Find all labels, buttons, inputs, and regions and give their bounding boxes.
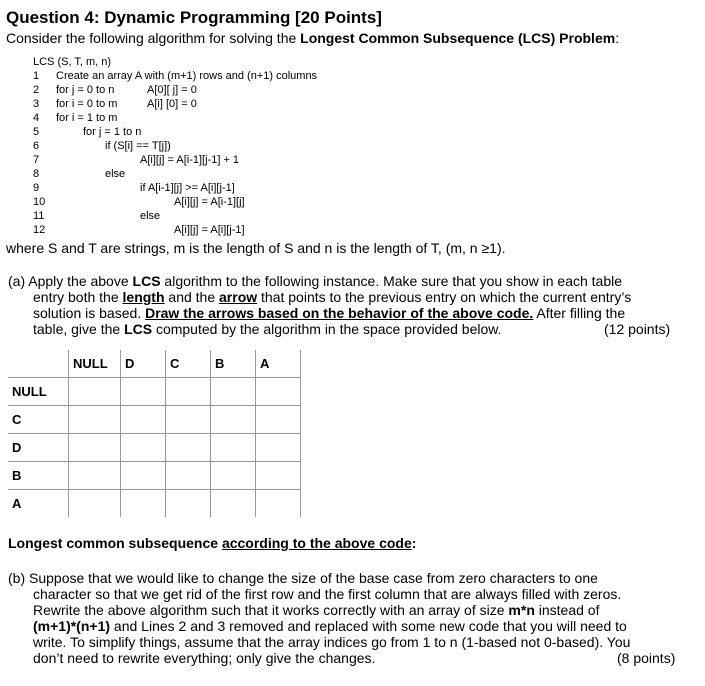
- line-number: 8: [33, 168, 40, 180]
- table-cell[interactable]: [211, 462, 256, 490]
- part-a-line-1: [8, 273, 622, 289]
- lcs-answer-label: [8, 535, 416, 551]
- lcs-answer-text: :: [411, 535, 417, 551]
- arrow-emphasis: arrow: [219, 289, 258, 305]
- part-a-text: (a) Apply the above: [8, 273, 133, 289]
- line-number: 11: [33, 210, 45, 222]
- table-cell[interactable]: [256, 490, 301, 518]
- part-a-text: solution is based.: [33, 305, 146, 321]
- lcs-answer-emphasis: according to the above code: [221, 535, 412, 551]
- lcs-bold: LCS: [124, 321, 153, 337]
- line-text: for j = 0 to n: [56, 84, 115, 96]
- part-b-line-1: (b) Suppose that we would like to change the size of the base case from zero characters to one: [8, 570, 598, 586]
- line-text: Create an array A with (m+1) rows and (n+1) columns: [56, 70, 318, 82]
- part-a-text: entry both the: [33, 289, 123, 305]
- table-cell[interactable]: [69, 406, 121, 434]
- line-number: 5: [33, 126, 40, 138]
- part-a-text: After filling the: [533, 305, 626, 321]
- table-cell[interactable]: [256, 462, 301, 490]
- col-header-a: A: [256, 350, 301, 378]
- line-text: A[i][j] = A[i-1][j-1] + 1: [140, 154, 240, 166]
- line-number: 7: [33, 154, 40, 166]
- line-text: A[i][j] = A[i][j-1]: [174, 224, 245, 236]
- row-header-b: B: [8, 462, 69, 490]
- row-header-d: D: [8, 434, 69, 462]
- line-text: for i = 0 to m: [56, 98, 118, 110]
- part-b-line-3: [33, 602, 599, 618]
- question-intro: [6, 30, 619, 46]
- table-cell[interactable]: [211, 434, 256, 462]
- line-number: 12: [33, 224, 46, 236]
- table-cell[interactable]: [211, 378, 256, 406]
- part-a-line-4: [33, 321, 502, 337]
- part-b-line-4: [33, 618, 627, 634]
- row-header-c: C: [8, 406, 69, 434]
- part-b-text: instead of: [534, 602, 600, 618]
- table-cell[interactable]: [69, 462, 121, 490]
- line-text: for j = 1 to n: [83, 126, 142, 138]
- lcs-answer-text: Longest common subsequence: [8, 535, 222, 551]
- line-text: if A[i-1][j] >= A[i][j-1]: [140, 182, 235, 194]
- col-header-c: C: [166, 350, 211, 378]
- line-number: 3: [33, 98, 40, 110]
- table-cell[interactable]: [121, 490, 166, 518]
- question-title: Question 4: Dynamic Programming [20 Points]: [6, 8, 382, 27]
- mn-bold: m*n: [508, 602, 535, 618]
- arrows-instruction: Draw the arrows based on the behavior of the above code.: [145, 305, 534, 321]
- table-header-row: [8, 350, 301, 378]
- table-cell[interactable]: [69, 490, 121, 518]
- table-row: [8, 434, 301, 462]
- line-text: else: [105, 168, 126, 180]
- line-text: else: [140, 210, 161, 222]
- m1n1-bold: (m+1)*(n+1): [33, 618, 111, 634]
- part-b-text: and Lines 2 and 3 removed and replaced with some new code that you will need to: [110, 618, 627, 634]
- table-cell[interactable]: [121, 406, 166, 434]
- table-row: [8, 406, 301, 434]
- table-cell[interactable]: [121, 378, 166, 406]
- table-cell[interactable]: [166, 490, 211, 518]
- table-cell[interactable]: [166, 378, 211, 406]
- line-extra: A[0][ j] = 0: [147, 84, 197, 96]
- part-a-points: (12 points): [604, 321, 671, 337]
- part-b-points: (8 points): [617, 650, 676, 666]
- col-header-null: NULL: [69, 350, 121, 378]
- intro-prefix: Consider the following algorithm for solving the: [6, 30, 301, 46]
- row-header-null: NULL: [8, 378, 69, 406]
- intro-suffix: :: [615, 30, 620, 46]
- table-cell[interactable]: [256, 406, 301, 434]
- table-row: [8, 490, 301, 518]
- part-b-line-5: write. To simplify things, assume that the array indices go from 1 to n (1-based not 0-based). You: [33, 634, 631, 650]
- line-extra: A[i] [0] = 0: [147, 98, 197, 110]
- table-cell[interactable]: [166, 434, 211, 462]
- line-text: if (S[i] == T[j]): [105, 140, 171, 152]
- line-number: 6: [33, 140, 40, 152]
- part-b-line-2: character so that we get rid of the first row and the first column that are always filled with zeros.: [33, 586, 622, 602]
- table-row: [8, 378, 301, 406]
- part-a-text: algorithm to the following instance. Make sure that you show in each table: [160, 273, 623, 289]
- part-a-text: computed by the algorithm in the space provided below.: [152, 321, 502, 337]
- part-a-line-2: [33, 289, 631, 305]
- table-cell[interactable]: [211, 406, 256, 434]
- table-cell[interactable]: [121, 462, 166, 490]
- lcs-table: [8, 350, 301, 517]
- table-cell[interactable]: [121, 434, 166, 462]
- where-clause: where S and T are strings, m is the length of S and n is the length of T, (m, n ≥1).: [6, 240, 506, 256]
- part-a-text: and the: [164, 289, 220, 305]
- part-a-line-3: [33, 305, 625, 321]
- table-cell[interactable]: [69, 434, 121, 462]
- line-text: A[i][j] = A[i-1][j]: [174, 196, 245, 208]
- part-b-line-6: don’t need to rewrite everything; only give the changes.: [33, 650, 376, 666]
- table-row: [8, 462, 301, 490]
- line-number: 1: [33, 70, 40, 82]
- line-number: 4: [33, 112, 40, 124]
- table-cell[interactable]: [256, 378, 301, 406]
- part-a-text: table, give the: [33, 321, 125, 337]
- intro-bold: Longest Common Subsequence (LCS) Problem: [300, 30, 616, 46]
- table-cell[interactable]: [69, 378, 121, 406]
- col-header-b: B: [211, 350, 256, 378]
- line-number: 2: [33, 84, 40, 96]
- table-cell[interactable]: [166, 406, 211, 434]
- col-header-d: D: [121, 350, 166, 378]
- line-number: 9: [33, 182, 40, 194]
- table-cell[interactable]: [166, 462, 211, 490]
- line-number: 10: [33, 196, 46, 208]
- line-text: for i = 1 to m: [56, 112, 118, 124]
- algorithm-header: LCS (S, T, m, n): [33, 56, 112, 68]
- table-cell[interactable]: [256, 434, 301, 462]
- row-header-a: A: [8, 490, 69, 518]
- part-b-text: Rewrite the above algorithm such that it works correctly with an array of size: [33, 602, 509, 618]
- length-emphasis: length: [122, 289, 165, 305]
- table-corner-cell: [8, 350, 69, 378]
- lcs-bold: LCS: [132, 273, 161, 289]
- table-cell[interactable]: [211, 490, 256, 518]
- part-a-text: that points to the previous entry on which the current entry’s: [257, 289, 632, 305]
